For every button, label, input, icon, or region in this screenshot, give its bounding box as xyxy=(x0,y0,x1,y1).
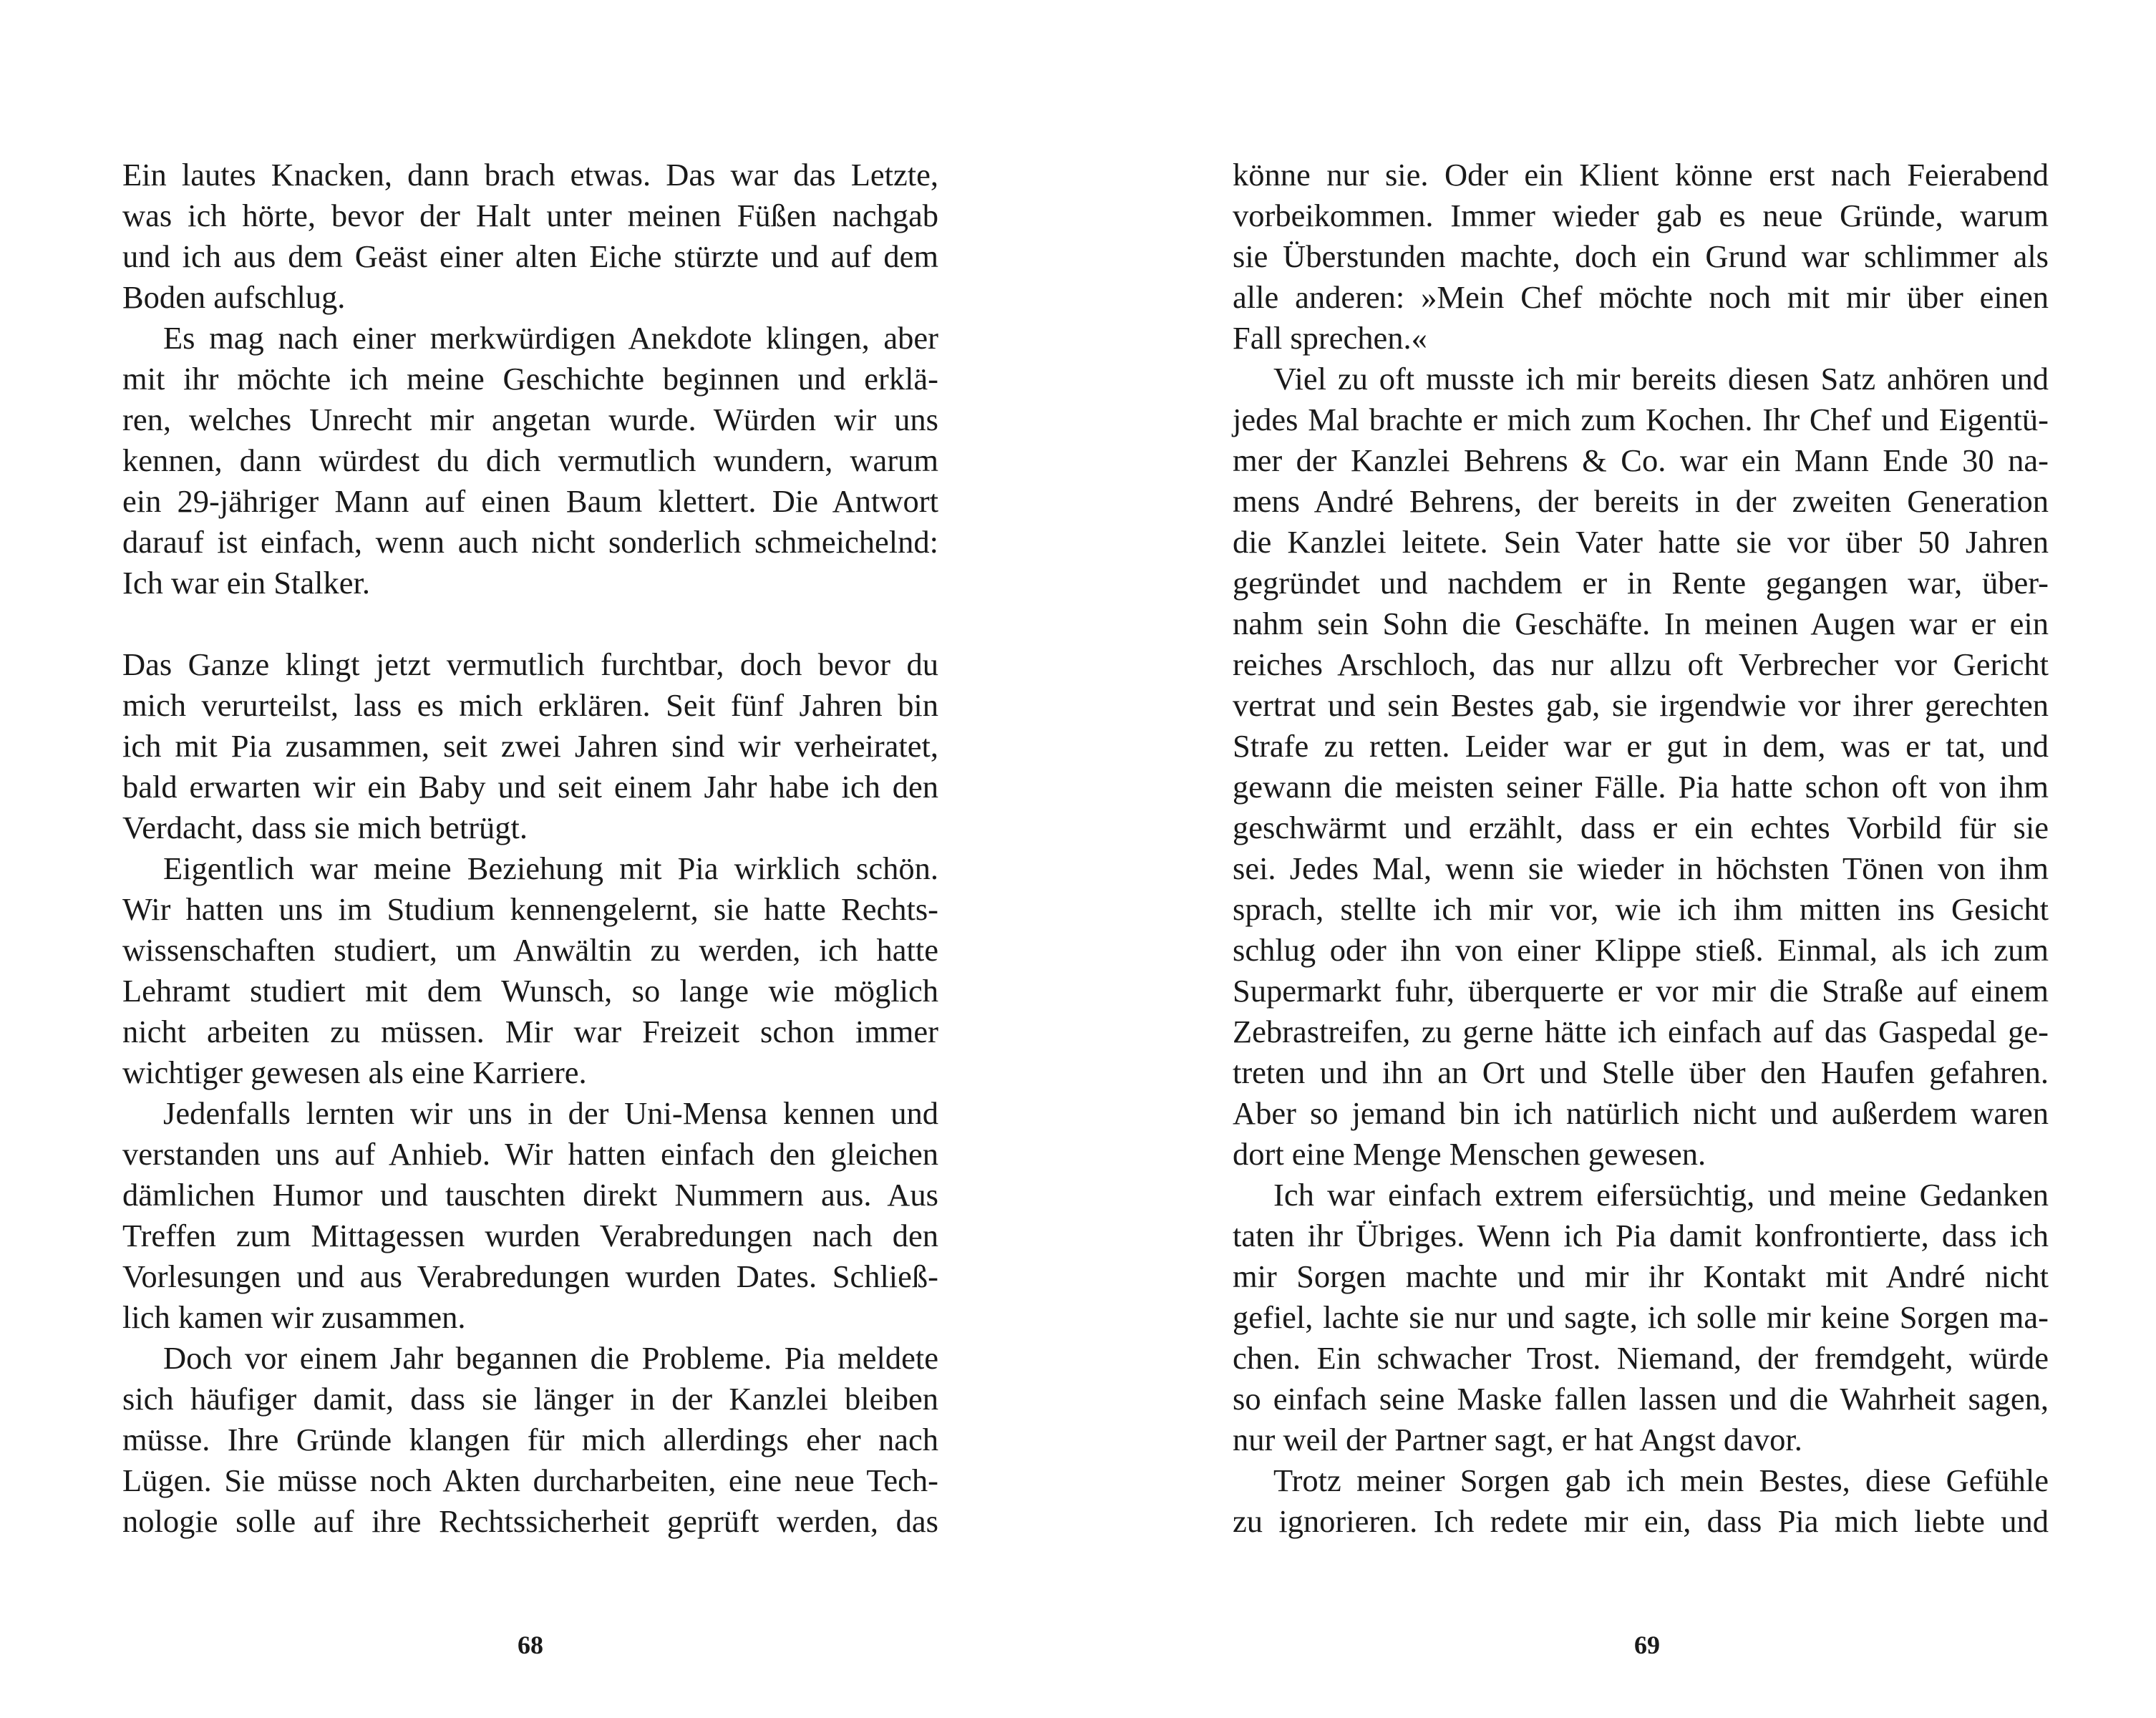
text-line: Ich war einfach extrem eifersüchtig, und meine Gedanken xyxy=(1273,1177,2049,1213)
text-line: mit ihr möchte ich meine Geschichte beginnen und erklä- xyxy=(122,361,938,397)
text-line: zu ignorieren. Ich redete mir ein, dass Pia mich liebte und xyxy=(1233,1503,2049,1539)
text-line: nologie solle auf ihre Rechtssicherheit geprüft werden, das xyxy=(122,1503,938,1539)
text-line: Es mag nach einer merkwürdigen Anekdote klingen, aber xyxy=(163,320,938,356)
text-line: Treffen zum Mittagessen wurden Verabredungen nach den xyxy=(122,1218,938,1253)
paragraph xyxy=(1233,359,2049,1175)
text-line: lich kamen wir zusammen. xyxy=(122,1299,466,1335)
text-line: Supermarkt fuhr, überquerte er vor mir die Straße auf einem xyxy=(1233,973,2049,1009)
page-number-left: 68 xyxy=(518,1631,543,1659)
text-line: ich mit Pia zusammen, seit zwei Jahren sind wir verheiratet, xyxy=(122,728,938,764)
text-line: geschwärmt und erzählt, dass er ein echtes Vorbild für sie xyxy=(1233,810,2049,845)
text-line: reiches Arschloch, das nur allzu oft Verbrecher vor Gericht xyxy=(1233,646,2049,682)
text-line: chen. Ein schwacher Trost. Niemand, der fremdgeht, würde xyxy=(1233,1340,2049,1376)
right-page-text xyxy=(1233,155,2049,1542)
text-line: Doch vor einem Jahr begannen die Probleme. Pia meldete xyxy=(163,1340,938,1376)
text-line: müsse. Ihre Gründe klangen für mich allerdings eher nach xyxy=(122,1422,938,1457)
paragraph xyxy=(122,1093,938,1338)
text-line: Eigentlich war meine Beziehung mit Pia wirklich schön. xyxy=(163,850,938,886)
text-line: gefiel, lachte sie nur und sagte, ich solle mir keine Sorgen ma- xyxy=(1233,1299,2049,1335)
paragraph xyxy=(122,155,938,318)
paragraph xyxy=(122,318,938,603)
text-line: könne nur sie. Oder ein Klient könne erst nach Feierabend xyxy=(1233,157,2049,193)
text-line: sprach, stellte ich mir vor, wie ich ihm mitten ins Gesicht xyxy=(1233,891,2049,927)
paragraph xyxy=(122,848,938,1093)
text-line: die Kanzlei leitete. Sein Vater hatte sie vor über 50 Jahren xyxy=(1233,524,2049,560)
paragraph xyxy=(1233,1460,2049,1542)
text-line: Jedenfalls lernten wir uns in der Uni-Mensa kennen und xyxy=(163,1095,938,1131)
text-line: Ich war ein Stalker. xyxy=(122,565,370,601)
left-page-text xyxy=(122,155,938,1542)
text-line: darauf ist einfach, wenn auch nicht sonderlich schmeichelnd: xyxy=(122,524,938,560)
text-line: treten und ihn an Ort und Stelle über den Haufen gefahren. xyxy=(1233,1054,2049,1090)
text-line: Das Ganze klingt jetzt vermutlich furchtbar, doch bevor du xyxy=(122,646,938,682)
text-line: taten ihr Übriges. Wenn ich Pia damit konfrontierte, dass ich xyxy=(1233,1218,2049,1253)
text-line: ein 29-jähriger Mann auf einen Baum klettert. Die Antwort xyxy=(122,483,938,519)
text-line: verstanden uns auf Anhieb. Wir hatten einfach den gleichen xyxy=(122,1136,938,1172)
text-line: mir Sorgen machte und mir ihr Kontakt mit André nicht xyxy=(1233,1258,2049,1294)
paragraph xyxy=(1233,155,2049,359)
text-line: nur weil der Partner sagt, er hat Angst davor. xyxy=(1233,1422,1802,1457)
text-line: Strafe zu retten. Leider war er gut in dem, was er tat, und xyxy=(1233,728,2049,764)
text-line: Wir hatten uns im Studium kennengelernt, sie hatte Rechts- xyxy=(122,891,938,927)
text-line: Aber so jemand bin ich natürlich nicht und außerdem waren xyxy=(1233,1095,2049,1131)
text-line: alle anderen: »Mein Chef möchte noch mit mir über einen xyxy=(1233,279,2049,315)
text-line: sich häufiger damit, dass sie länger in der Kanzlei bleiben xyxy=(122,1381,938,1417)
text-line: sei. Jedes Mal, wenn sie wieder in höchsten Tönen von ihm xyxy=(1233,850,2049,886)
text-line: Verdacht, dass sie mich betrügt. xyxy=(122,810,528,845)
text-line: dämlichen Humor und tauschten direkt Nummern aus. Aus xyxy=(122,1177,938,1213)
text-line: nicht arbeiten zu müssen. Mir war Freizeit schon immer xyxy=(122,1014,938,1049)
page-number-right: 69 xyxy=(1634,1631,1660,1659)
text-line: vorbeikommen. Immer wieder gab es neue Gründe, warum xyxy=(1233,198,2049,233)
paragraph xyxy=(122,644,938,848)
text-line: kennen, dann würdest du dich vermutlich wundern, warum xyxy=(122,442,938,478)
text-line: Lehramt studiert mit dem Wunsch, so lange wie möglich xyxy=(122,973,938,1009)
text-line: Fall sprechen.« xyxy=(1233,320,1427,356)
text-line: Boden aufschlug. xyxy=(122,279,346,315)
text-line: nahm sein Sohn die Geschäfte. In meinen Augen war er ein xyxy=(1233,606,2049,641)
text-line: schlug oder ihn von einer Klippe stieß. Einmal, als ich zum xyxy=(1233,932,2049,968)
right-page xyxy=(1078,0,2156,1718)
text-line: wissenschaften studiert, um Anwältin zu werden, ich hatte xyxy=(122,932,938,968)
text-line: ren, welches Unrecht mir angetan wurde. Würden wir uns xyxy=(122,402,938,437)
paragraph xyxy=(122,1338,938,1542)
text-line: mens André Behrens, der bereits in der zweiten Generation xyxy=(1233,483,2049,519)
text-line: jedes Mal brachte er mich zum Kochen. Ihr Chef und Eigentü- xyxy=(1233,402,2049,437)
text-line: sie Überstunden machte, doch ein Grund war schlimmer als xyxy=(1233,238,2049,274)
text-line: bald erwarten wir ein Baby und seit einem Jahr habe ich den xyxy=(122,769,938,805)
text-line: mer der Kanzlei Behrens & Co. war ein Mann Ende 30 na- xyxy=(1233,442,2049,478)
text-line: vertrat und sein Bestes gab, sie irgendwie vor ihrer gerechten xyxy=(1233,687,2049,723)
text-line: Ein lautes Knacken, dann brach etwas. Das war das Letzte, xyxy=(122,157,938,193)
text-line: gewann die meisten seiner Fälle. Pia hatte schon oft von ihm xyxy=(1233,769,2049,805)
paragraph xyxy=(1233,1175,2049,1460)
text-line: Vorlesungen und aus Verabredungen wurden Dates. Schließ- xyxy=(122,1258,938,1294)
text-line: so einfach seine Maske fallen lassen und die Wahrheit sagen, xyxy=(1233,1381,2049,1417)
text-line: Zebrastreifen, zu gerne hätte ich einfach auf das Gaspedal ge- xyxy=(1233,1014,2049,1049)
text-line: wichtiger gewesen als eine Karriere. xyxy=(122,1054,587,1090)
text-line: dort eine Menge Menschen gewesen. xyxy=(1233,1136,1706,1172)
text-line: Trotz meiner Sorgen gab ich mein Bestes, diese Gefühle xyxy=(1273,1462,2049,1498)
text-line: mich verurteilst, lass es mich erklären. Seit fünf Jahren bin xyxy=(122,687,938,723)
text-line: was ich hörte, bevor der Halt unter meinen Füßen nachgab xyxy=(122,198,938,233)
text-line: Lügen. Sie müsse noch Akten durcharbeiten, eine neue Tech- xyxy=(122,1462,938,1498)
text-line: gegründet und nachdem er in Rente gegangen war, über- xyxy=(1233,565,2049,601)
text-line: und ich aus dem Geäst einer alten Eiche stürzte und auf dem xyxy=(122,238,938,274)
text-line: Viel zu oft musste ich mir bereits diesen Satz anhören und xyxy=(1273,361,2049,397)
